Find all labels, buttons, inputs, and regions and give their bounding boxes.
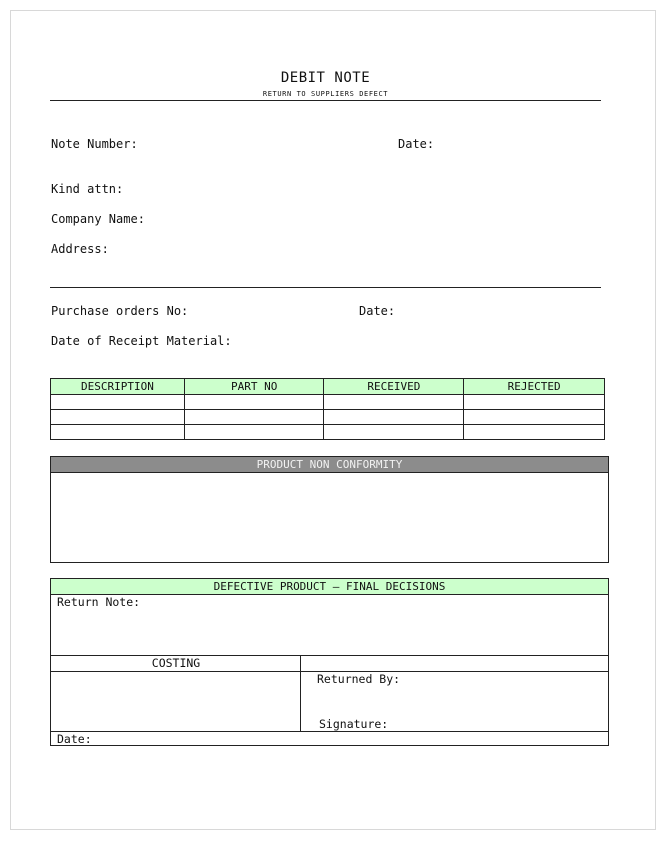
table-cell[interactable] bbox=[324, 425, 464, 440]
address-divider bbox=[50, 287, 601, 288]
non-conformity-area[interactable] bbox=[51, 473, 608, 562]
table-cell[interactable] bbox=[51, 425, 185, 440]
date-label: Date: bbox=[398, 137, 435, 151]
column-header: REJECTED bbox=[464, 379, 605, 395]
table-row bbox=[51, 395, 605, 410]
non-conformity-box bbox=[50, 456, 609, 563]
return-note-label: Return Note: bbox=[57, 595, 141, 609]
kind-attn-label: Kind attn: bbox=[51, 182, 124, 196]
document-title: DEBIT NOTE bbox=[280, 70, 371, 86]
column-header: DESCRIPTION bbox=[51, 379, 185, 395]
po-date-label: Date: bbox=[359, 304, 396, 318]
document-subtitle: RETURN TO SUPPLIERS DEFECT bbox=[262, 90, 389, 98]
table-row bbox=[51, 425, 605, 440]
table-cell[interactable] bbox=[51, 410, 185, 425]
table-row bbox=[51, 410, 605, 425]
table-cell[interactable] bbox=[184, 410, 324, 425]
header-divider bbox=[50, 100, 601, 101]
table-cell[interactable] bbox=[184, 395, 324, 410]
purchase-orders-label: Purchase orders No: bbox=[51, 304, 189, 318]
note-number-label: Note Number: bbox=[51, 137, 138, 151]
non-conformity-heading: PRODUCT NON CONFORMITY bbox=[51, 457, 608, 473]
table-cell[interactable] bbox=[51, 395, 185, 410]
final-decisions-box bbox=[50, 578, 609, 746]
items-table bbox=[50, 378, 605, 440]
returned-by-label: Returned By: bbox=[317, 672, 401, 686]
costing-column-divider bbox=[300, 655, 301, 732]
items-header-row bbox=[51, 379, 605, 395]
table-cell[interactable] bbox=[464, 425, 605, 440]
costing-label: COSTING bbox=[151, 656, 201, 670]
company-name-label: Company Name: bbox=[51, 212, 145, 226]
column-header: PART NO bbox=[184, 379, 324, 395]
decision-date-label: Date: bbox=[57, 732, 92, 746]
table-cell[interactable] bbox=[324, 410, 464, 425]
table-cell[interactable] bbox=[464, 395, 605, 410]
column-header: RECEIVED bbox=[324, 379, 464, 395]
table-cell[interactable] bbox=[324, 395, 464, 410]
receipt-date-label: Date of Receipt Material: bbox=[51, 334, 232, 348]
final-decisions-heading: DEFECTIVE PRODUCT – FINAL DECISIONS bbox=[51, 579, 608, 595]
date-divider bbox=[51, 731, 608, 732]
table-cell[interactable] bbox=[184, 425, 324, 440]
signature-label: Signature: bbox=[319, 717, 389, 731]
address-label: Address: bbox=[51, 242, 109, 256]
table-cell[interactable] bbox=[464, 410, 605, 425]
